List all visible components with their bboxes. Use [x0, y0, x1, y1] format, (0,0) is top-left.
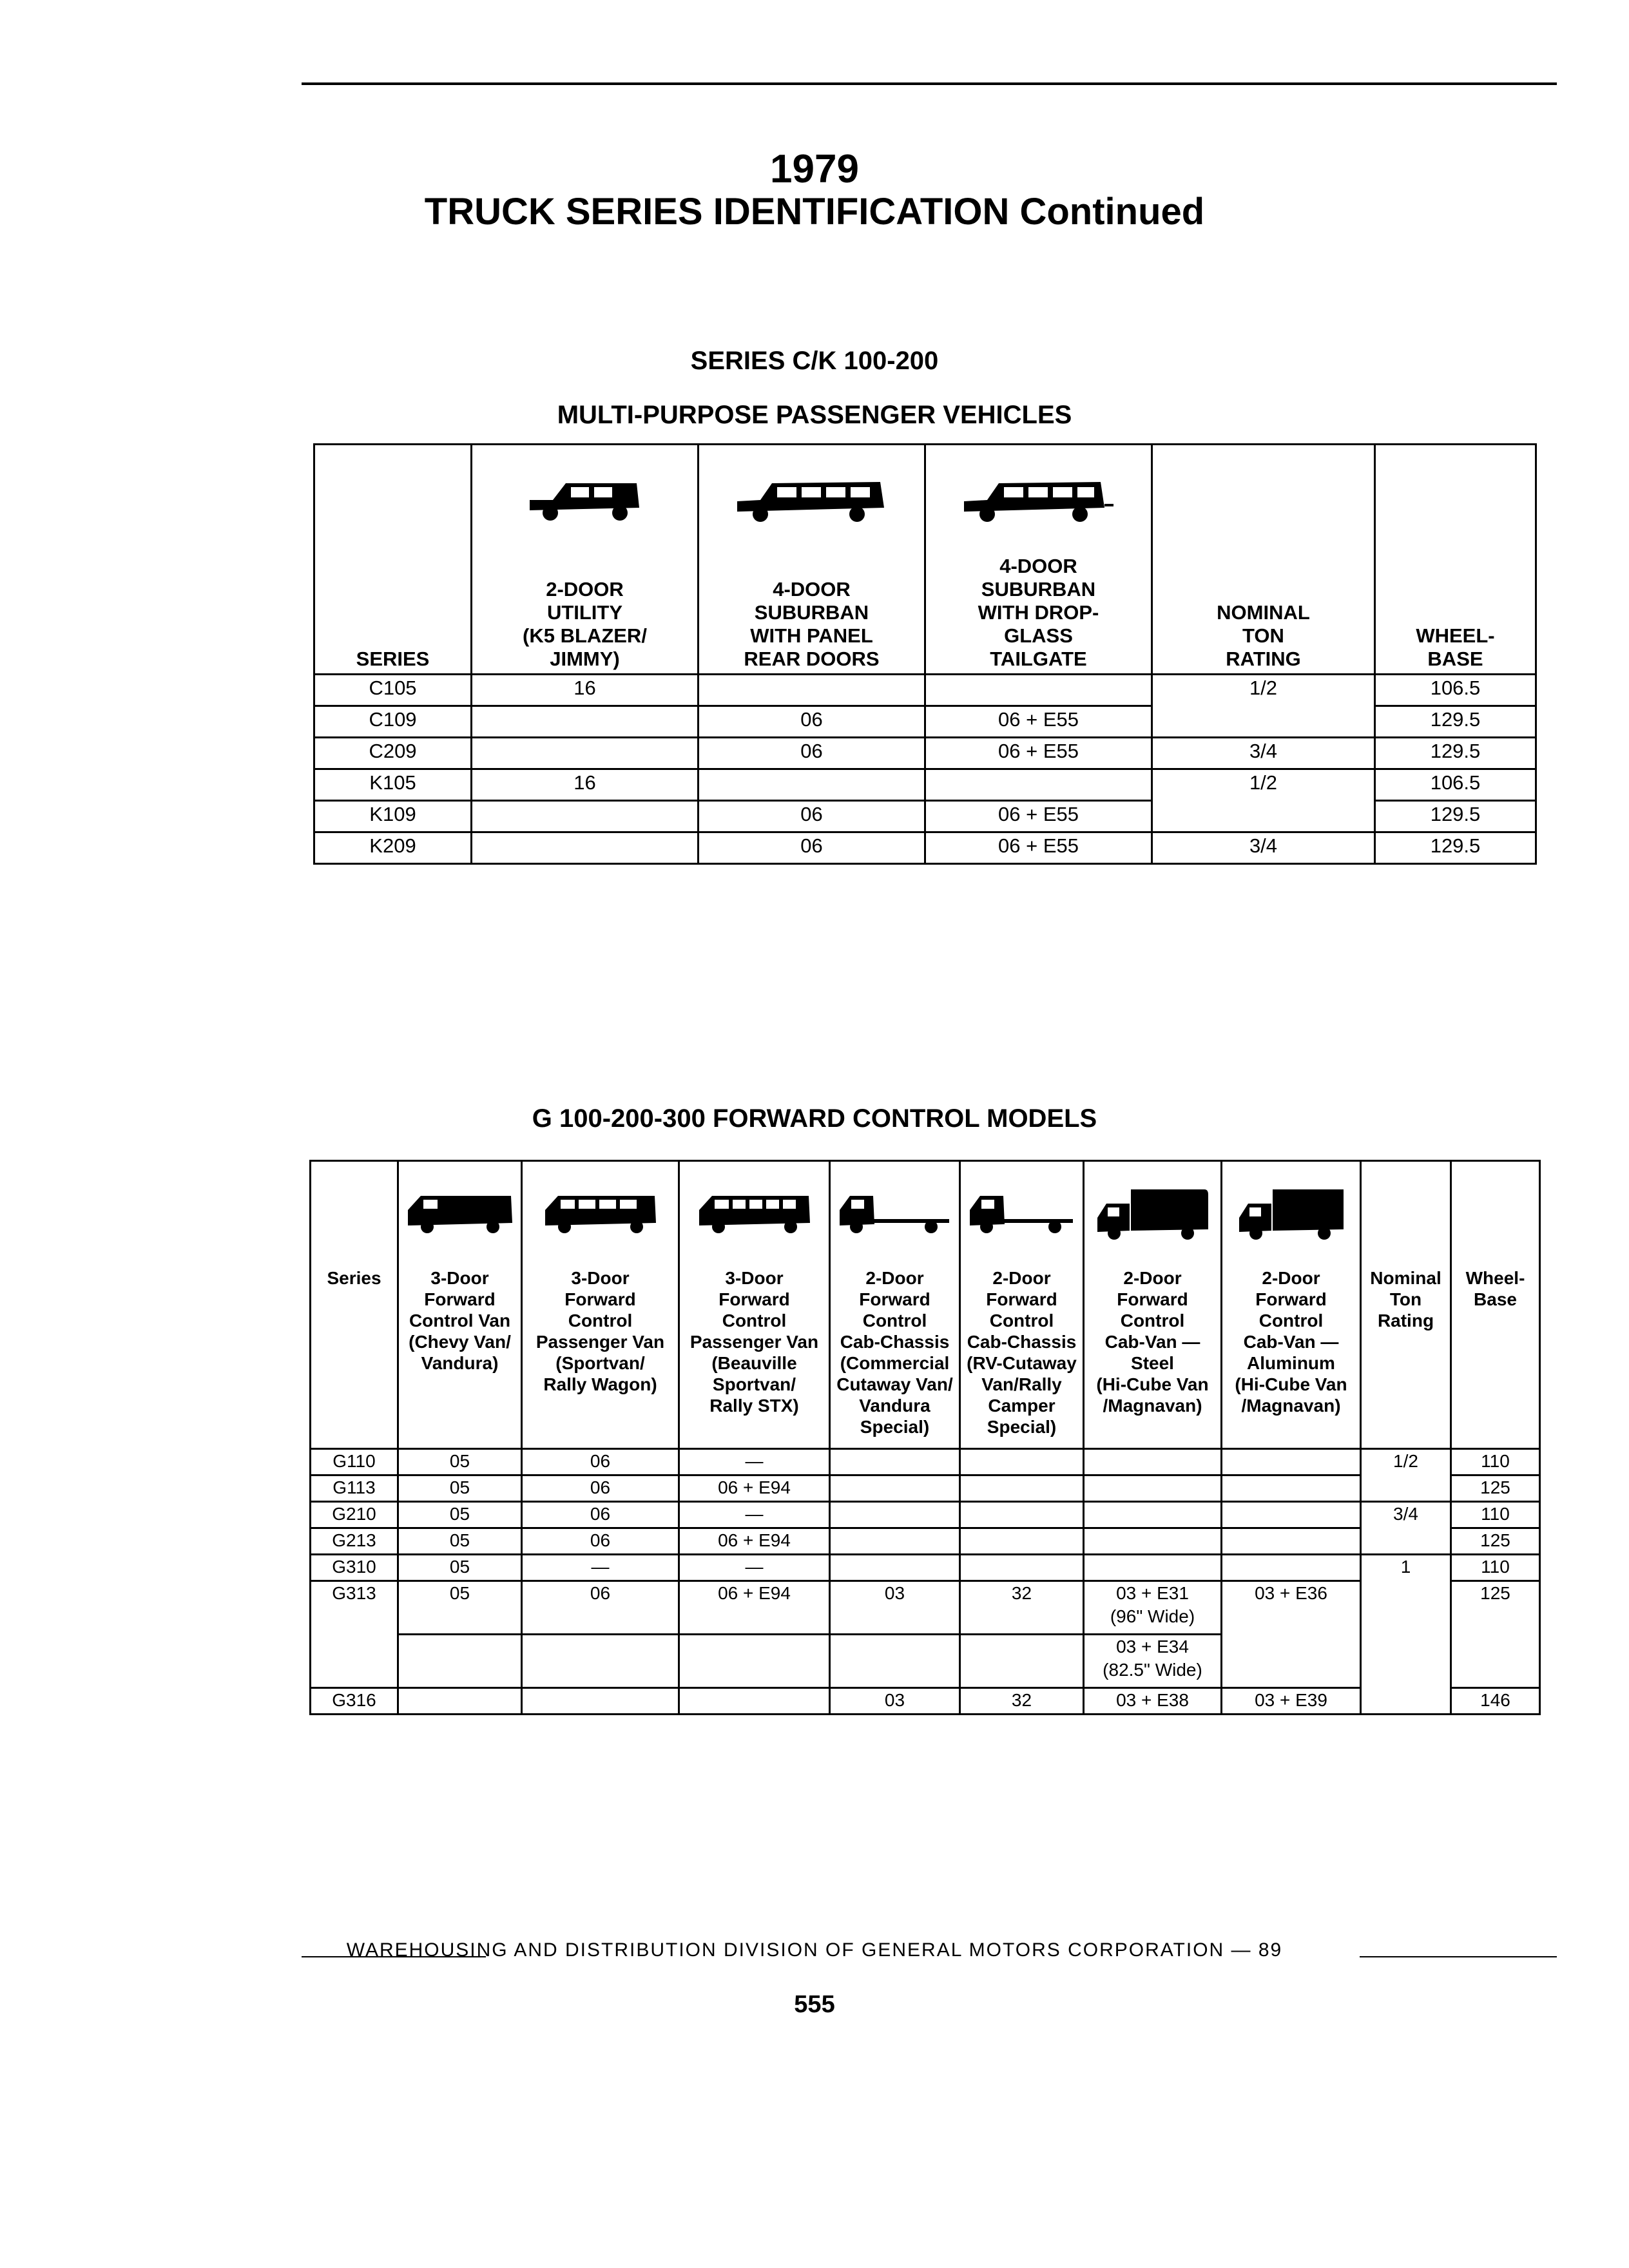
cell-c3: 06 + E94	[679, 1581, 830, 1635]
cell-c6: 03 + E31 (96" Wide)	[1084, 1581, 1222, 1635]
icon-row	[311, 1161, 1540, 1265]
col-cab-van-steel: 2-Door Forward Control Cab-Van — Steel (Hi-Cube Van /Magnavan)	[1084, 1265, 1222, 1449]
cell-utility	[472, 801, 699, 832]
sportvan-icon	[679, 1161, 830, 1265]
cell-c2: 06	[522, 1502, 679, 1528]
cell-c5	[960, 1475, 1084, 1502]
table-row	[314, 801, 1536, 832]
cell-ton	[1361, 1688, 1451, 1715]
table-row	[311, 1635, 1540, 1688]
top-rule	[302, 82, 1557, 85]
cube-van-steel-icon	[1084, 1161, 1222, 1265]
page-number: 555	[794, 1991, 835, 2018]
cell-panel: 06	[699, 738, 925, 769]
cell-c7	[1222, 1502, 1361, 1528]
cell-ton	[1152, 801, 1375, 832]
cell-c6	[1084, 1528, 1222, 1555]
col-ton: Nominal Ton Rating	[1361, 1265, 1451, 1449]
cell-series: K109	[314, 801, 472, 832]
cell-c7: 03 + E39	[1222, 1688, 1361, 1715]
cell-c4	[830, 1475, 960, 1502]
col-wheelbase: WHEEL- BASE	[1375, 555, 1536, 675]
cell-wb: 125	[1451, 1475, 1540, 1502]
cell-series: G110	[311, 1449, 398, 1475]
cell-wb: 110	[1451, 1449, 1540, 1475]
cell-c1: 05	[398, 1502, 522, 1528]
page-title: TRUCK SERIES IDENTIFICATION Continued	[424, 191, 1205, 233]
table-row	[314, 706, 1536, 738]
cell-series: G113	[311, 1475, 398, 1502]
cell-c3	[679, 1635, 830, 1688]
section1-subheading: MULTI-PURPOSE PASSENGER VEHICLES	[557, 401, 1072, 429]
cab-chassis-icon	[830, 1161, 960, 1265]
cell-utility: 16	[472, 769, 699, 801]
passenger-van-icon	[522, 1161, 679, 1265]
suburban-panel-icon	[699, 445, 925, 555]
table-row	[311, 1555, 1540, 1581]
cell-ton	[1152, 706, 1375, 738]
cell-wb: 125	[1451, 1581, 1540, 1635]
cell-utility: 16	[472, 675, 699, 706]
cell-wb: 129.5	[1375, 738, 1536, 769]
cell-c4	[830, 1528, 960, 1555]
blazer-icon	[472, 445, 699, 555]
cell-c2	[522, 1688, 679, 1715]
cell-wb: 110	[1451, 1555, 1540, 1581]
cell-c7	[1222, 1449, 1361, 1475]
mpv-table	[313, 443, 1537, 865]
cell-c3: —	[679, 1555, 830, 1581]
cell-c5	[960, 1449, 1084, 1475]
cell-series: G313	[311, 1581, 398, 1635]
cell-c6: 03 + E34 (82.5" Wide)	[1084, 1635, 1222, 1688]
cell-utility	[472, 832, 699, 864]
table-row	[311, 1502, 1540, 1528]
cell-ton: 3/4	[1361, 1502, 1451, 1528]
table-row	[311, 1449, 1540, 1475]
table-row	[314, 769, 1536, 801]
cell-ton: 1/2	[1152, 675, 1375, 706]
col-series: Series	[311, 1265, 398, 1449]
suburban-tailgate-icon	[925, 445, 1152, 555]
cell-c5: 32	[960, 1688, 1084, 1715]
cell-series: G213	[311, 1528, 398, 1555]
rv-cutaway-icon	[960, 1161, 1084, 1265]
header-row	[311, 1265, 1540, 1449]
col-beauville: 3-Door Forward Control Passenger Van (Beauville Sportvan/ Rally STX)	[679, 1265, 830, 1449]
table-row	[311, 1528, 1540, 1555]
forward-control-table	[309, 1160, 1541, 1715]
cell-c2: 06	[522, 1475, 679, 1502]
cell-c4: 03	[830, 1688, 960, 1715]
cell-c7	[1222, 1635, 1361, 1688]
header-row	[314, 555, 1536, 675]
cell-c4	[830, 1449, 960, 1475]
cell-c7: 03 + E36	[1222, 1581, 1361, 1635]
col-ton: NOMINAL TON RATING	[1152, 555, 1375, 675]
cell-c6	[1084, 1555, 1222, 1581]
cell-ton: 1	[1361, 1555, 1451, 1581]
cell-ton: 3/4	[1152, 832, 1375, 864]
table-row	[311, 1475, 1540, 1502]
cell-c3: —	[679, 1449, 830, 1475]
cell-tailgate: 06 + E55	[925, 706, 1152, 738]
cell-tailgate	[925, 675, 1152, 706]
cell-panel: 06	[699, 832, 925, 864]
cell-ton	[1361, 1635, 1451, 1688]
cell-ton	[1361, 1528, 1451, 1555]
cell-series: K209	[314, 832, 472, 864]
cell-wb: 129.5	[1375, 706, 1536, 738]
cell-c2: —	[522, 1555, 679, 1581]
table-row	[311, 1581, 1540, 1635]
cell-wb: 106.5	[1375, 769, 1536, 801]
footer-rule-right	[1360, 1956, 1557, 1957]
col-chevy-van: 3-Door Forward Control Van (Chevy Van/ Vandura)	[398, 1265, 522, 1449]
col-sportvan: 3-Door Forward Control Passenger Van (Sportvan/ Rally Wagon)	[522, 1265, 679, 1449]
cell-c2: 06	[522, 1581, 679, 1635]
cell-series	[311, 1635, 398, 1688]
cell-utility	[472, 706, 699, 738]
cell-series: G210	[311, 1502, 398, 1528]
col-series: SERIES	[314, 555, 472, 675]
cell-c4	[830, 1555, 960, 1581]
cell-c5: 32	[960, 1581, 1084, 1635]
cell-c1	[398, 1635, 522, 1688]
van-icon	[398, 1161, 522, 1265]
cell-utility	[472, 738, 699, 769]
col-tailgate: 4-DOOR SUBURBAN WITH DROP- GLASS TAILGATE	[925, 555, 1152, 675]
table-row	[314, 832, 1536, 864]
col-wheelbase: Wheel- Base	[1451, 1265, 1540, 1449]
cell-c1: 05	[398, 1449, 522, 1475]
col-rv-cutaway: 2-Door Forward Control Cab-Chassis (RV-Cutaway Van/Rally Camper Special)	[960, 1265, 1084, 1449]
cell-panel: 06	[699, 706, 925, 738]
cell-tailgate: 06 + E55	[925, 801, 1152, 832]
cell-c4	[830, 1635, 960, 1688]
cell-c1	[398, 1688, 522, 1715]
cell-tailgate: 06 + E55	[925, 738, 1152, 769]
cell-c1: 05	[398, 1555, 522, 1581]
cell-series: C209	[314, 738, 472, 769]
cube-van-aluminum-icon	[1222, 1161, 1361, 1265]
cell-c1: 05	[398, 1528, 522, 1555]
cell-c2: 06	[522, 1528, 679, 1555]
cell-ton: 3/4	[1152, 738, 1375, 769]
cell-c1: 05	[398, 1475, 522, 1502]
cell-c7	[1222, 1555, 1361, 1581]
cell-c4	[830, 1502, 960, 1528]
cell-series: G316	[311, 1688, 398, 1715]
cell-c5	[960, 1555, 1084, 1581]
cell-ton	[1361, 1581, 1451, 1635]
cell-wb: 129.5	[1375, 801, 1536, 832]
cell-c3: 06 + E94	[679, 1528, 830, 1555]
cell-ton: 1/2	[1152, 769, 1375, 801]
cell-c4: 03	[830, 1581, 960, 1635]
cell-series: G310	[311, 1555, 398, 1581]
cell-wb: 125	[1451, 1528, 1540, 1555]
table-row	[314, 675, 1536, 706]
cell-c2: 06	[522, 1449, 679, 1475]
cell-c7	[1222, 1528, 1361, 1555]
section2-heading: G 100-200-300 FORWARD CONTROL MODELS	[532, 1104, 1097, 1133]
col-utility: 2-DOOR UTILITY (K5 BLAZER/ JIMMY)	[472, 555, 699, 675]
cell-c5	[960, 1502, 1084, 1528]
cell-c6	[1084, 1475, 1222, 1502]
cell-tailgate: 06 + E55	[925, 832, 1152, 864]
cell-c5	[960, 1635, 1084, 1688]
table-row	[314, 738, 1536, 769]
icon-row	[314, 445, 1536, 555]
cell-c6	[1084, 1449, 1222, 1475]
cell-panel	[699, 769, 925, 801]
cell-c3	[679, 1688, 830, 1715]
page-footer: WAREHOUSING AND DISTRIBUTION DIVISION OF GENERAL MOTORS CORPORATION — 89	[346, 1939, 1283, 1961]
cell-c3: 06 + E94	[679, 1475, 830, 1502]
cell-series: K105	[314, 769, 472, 801]
cell-c1: 05	[398, 1581, 522, 1635]
cell-wb: 146	[1451, 1688, 1540, 1715]
col-commercial-cutaway: 2-Door Forward Control Cab-Chassis (Commercial Cutaway Van/ Vandura Special)	[830, 1265, 960, 1449]
table-row	[311, 1688, 1540, 1715]
cell-tailgate	[925, 769, 1152, 801]
cell-wb: 106.5	[1375, 675, 1536, 706]
cell-ton	[1361, 1475, 1451, 1502]
cell-panel: 06	[699, 801, 925, 832]
cell-ton: 1/2	[1361, 1449, 1451, 1475]
cell-c7	[1222, 1475, 1361, 1502]
cell-c2	[522, 1635, 679, 1688]
cell-c3: —	[679, 1502, 830, 1528]
cell-series: C105	[314, 675, 472, 706]
col-panel: 4-DOOR SUBURBAN WITH PANEL REAR DOORS	[699, 555, 925, 675]
cell-c6	[1084, 1502, 1222, 1528]
cell-series: C109	[314, 706, 472, 738]
cell-c6: 03 + E38	[1084, 1688, 1222, 1715]
section1-heading: SERIES C/K 100-200	[690, 347, 939, 375]
col-cab-van-aluminum: 2-Door Forward Control Cab-Van — Aluminum (Hi-Cube Van /Magnavan)	[1222, 1265, 1361, 1449]
cell-wb	[1451, 1635, 1540, 1688]
cell-wb: 110	[1451, 1502, 1540, 1528]
cell-panel	[699, 675, 925, 706]
cell-wb: 129.5	[1375, 832, 1536, 864]
cell-c5	[960, 1528, 1084, 1555]
page-year: 1979	[770, 147, 859, 191]
